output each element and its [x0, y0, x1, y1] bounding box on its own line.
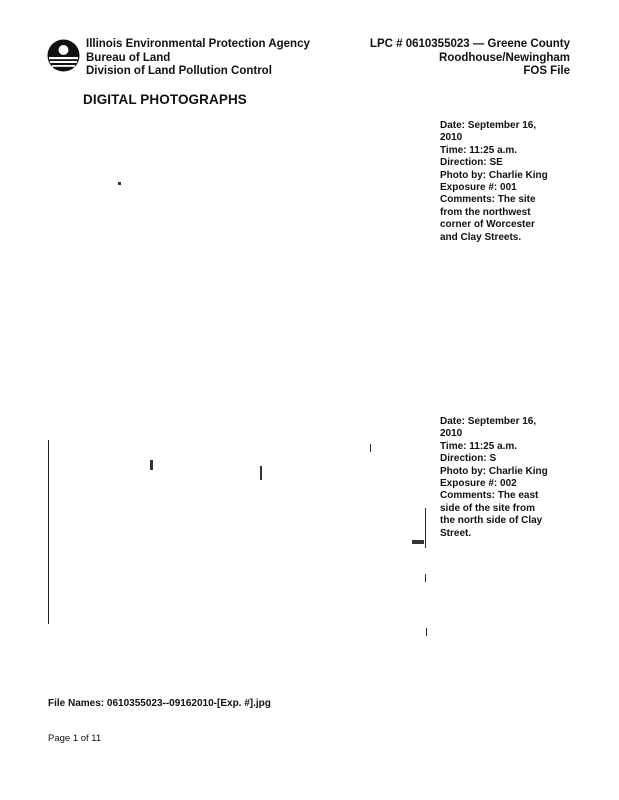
site-header	[370, 38, 570, 79]
photo-2-comments-line: Street.	[440, 527, 472, 539]
lpc-number: LPC # 0610355023 — Greene County	[369, 38, 570, 50]
photo-edge-line	[48, 440, 49, 624]
file-type: FOS File	[523, 65, 570, 77]
photo-1-date: Date: September 16,	[440, 120, 537, 131]
photo-2-photographer: Photo by: Charlie King	[440, 465, 548, 477]
photo-speck	[370, 444, 371, 452]
photo-1-direction: Direction: SE	[440, 157, 503, 169]
photo-speck	[412, 540, 424, 544]
photo-speck	[118, 182, 121, 185]
photo-1-comments-line: corner of Worcester	[440, 219, 535, 231]
illinois-epa-logo-icon	[46, 38, 81, 73]
photo-edge-line	[425, 574, 426, 582]
photo-1-year: 2010	[440, 132, 463, 144]
photo-2-year: 2010	[440, 428, 463, 440]
photo-2-image	[48, 440, 426, 630]
photo-speck	[150, 460, 153, 470]
photo-1-caption	[440, 120, 564, 244]
photo-speck	[260, 466, 262, 480]
agency-header	[86, 38, 310, 79]
photo-2-caption	[440, 416, 564, 540]
photo-2-date: Date: September 16,	[440, 416, 537, 427]
photo-1-comments-line: from the northwest	[440, 206, 531, 218]
photo-1-image	[48, 118, 373, 408]
photo-edge-line	[426, 628, 427, 636]
photo-1-time: Time: 11:25 a.m.	[440, 144, 518, 156]
photo-2-comments-line: side of the site from	[440, 502, 536, 514]
photo-1-exposure: Exposure #: 001	[440, 182, 517, 194]
agency-name: Illinois Environmental Protection Agency	[86, 38, 310, 50]
file-names: File Names: 0610355023--09162010-[Exp. #].jpg	[48, 698, 271, 709]
bureau-name: Bureau of Land	[86, 51, 171, 64]
photo-1-photographer: Photo by: Charlie King	[440, 169, 548, 181]
photo-2-exposure: Exposure #: 002	[440, 478, 517, 490]
photo-2-comments-line: the north side of Clay	[440, 515, 543, 527]
photo-1-comments: Comments: The site	[440, 194, 536, 206]
photo-1-comments-line: and Clay Streets.	[440, 231, 522, 243]
photo-2-time: Time: 11:25 a.m.	[440, 440, 518, 452]
page-number: Page 1 of 11	[48, 733, 102, 744]
division-name: Division of Land Pollution Control	[86, 65, 272, 77]
photo-2-direction: Direction: S	[440, 453, 497, 465]
document-title: DIGITAL PHOTOGRAPHS	[83, 92, 247, 107]
site-name: Roodhouse/Newingham	[439, 51, 570, 64]
photo-2-comments: Comments: The east	[440, 490, 539, 502]
photo-edge-line	[425, 508, 426, 548]
